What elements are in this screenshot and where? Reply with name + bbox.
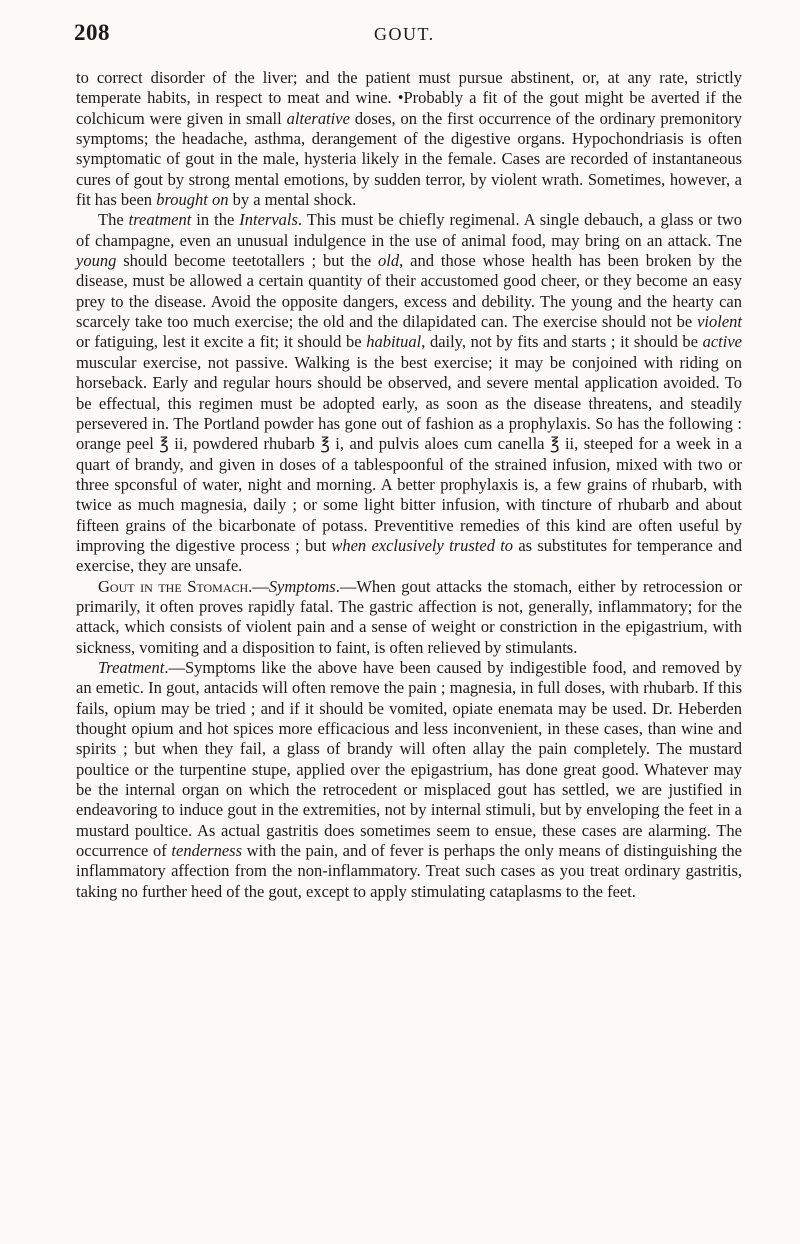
text-run: , and those whose health has been broken by the disease, must be allowed a certain quantity of their accustomed good cheer, or they become an easy prey to the disease. Avoid the opposite dangers, excess and debility. The young and the hearty can scarcely take too much exercise; the old and the dilapidated can. The exercise should not be bbox=[76, 251, 742, 332]
text-run: .—Symptoms like the above have been caused by indigestible food, and removed by an emetic. In gout, antacids will often remove the pain ; magnesia, in full doses, with rhubarb. If this fails, opium may be tried ; and if it should be vomited, opiate enemata may be used. Dr. Heberden thought opium and hot spices more efficacious and less inconvenient, in these cases, than wine and spirits ; but when they fail, a glass of brandy will often allay the pain completely. The mustard poultice or the turpentine stupe, applied over the epigastrium, has done great good. Whatever may be the internal organ on which the retrocedent or misplaced gout has settled, we are justified in endeavoring to induce gout in the extremities, not by internal stimuli, but by enveloping the feet in a mustard poultice. As actual gastritis does sometimes seem to ensue, these cases are alarming. The occurrence of bbox=[76, 657, 742, 861]
italic-phrase: alterative bbox=[286, 108, 350, 128]
italic-phrase: Symptoms bbox=[268, 576, 336, 596]
text-run: , daily, not by fits and starts ; it should be bbox=[421, 332, 703, 352]
italic-phrase: Intervals bbox=[239, 210, 298, 230]
italic-phrase: treatment bbox=[128, 210, 192, 230]
paragraph-gout-in-stomach bbox=[76, 577, 742, 658]
italic-phrase: violent bbox=[697, 312, 742, 332]
text-run: .— bbox=[248, 576, 269, 596]
italic-phrase: old bbox=[378, 251, 400, 271]
italic-phrase: habitual bbox=[366, 332, 422, 352]
italic-phrase: tenderness bbox=[171, 841, 242, 861]
section-heading: Gout in the Stomach bbox=[98, 576, 249, 596]
running-head bbox=[74, 20, 740, 46]
body-text bbox=[76, 68, 742, 902]
text-run: or fatiguing, lest it excite a fit; it should be bbox=[76, 332, 367, 352]
text-run: muscular exercise, not passive. Walking is the best exercise; it may be conjoined with riding on horseback. Early and regular hours should be observed, and severe mental application avoided. To be effectual, this regimen must be adopted early, as soon as the disease threatens, and steadily persevered in. The Portland powder has gone out of fashion as a prophylaxis. So has the following : orange peel ℥ ii, powdered rhubarb ℥ i, and pulvis aloes cum canella ℥ ii, steeped for a week in a quart of brandy, and given in doses of a tablespoonful of the strained infusion, mixed with two or three spconsful of water, night and morning. A better prophylaxis is, a few grains of rhubarb, with twice as much magnesia, daily ; or some light bitter infusion, with tincture of rhubarb and about fifteen grains of the bicarbonate of potass. Preventitive remedies of this kind are often useful by improving the digestive process ; but bbox=[76, 352, 742, 555]
italic-phrase: Treatment bbox=[98, 657, 165, 677]
text-run: .—When gout attacks the stomach, either by retrocession or primarily, it often proves rapidly fatal. The gastric affection is not, generally, inflammatory; for the attack, which consists of violent pain and a sense of weight or constriction in the epigastrium, with sickness, vomiting and a disposition to faint, is often relieved by stimulants. bbox=[76, 576, 742, 657]
text-run: as substitutes for temperance and exercise, they are unsafe. bbox=[76, 535, 742, 576]
italic-phrase: active bbox=[702, 332, 742, 352]
text-run: doses, on the first occurrence of the ordinary premonitory symptoms; the headache, asthma, derangement of the digestive organs. Hypochondriasis is often symptomatic of gout in the male, hysteria likely in the female. Cases are recorded of instantaneous cures of gout by strong mental emotions, by sudden terror, by violent wrath. Sometimes, however, a fit has been bbox=[76, 108, 743, 210]
italic-phrase: brought on bbox=[156, 190, 229, 210]
text-run: The bbox=[98, 210, 129, 230]
text-run: to correct disorder of the liver; and the patient must pursue abstinent, or, at any rate, strictly temperate habits, in respect to meat and wine. •Probably a fit of the gout might be averted if the colchicum were given in small bbox=[76, 68, 742, 128]
italic-phrase: when exclusively trusted to bbox=[331, 535, 514, 555]
text-run: should become teetotallers ; but the bbox=[116, 251, 379, 271]
text-run: in the bbox=[191, 210, 240, 230]
running-title: GOUT. bbox=[374, 24, 435, 44]
paragraph-continuation bbox=[76, 68, 742, 210]
italic-phrase: young bbox=[76, 251, 117, 271]
paragraph-treatment-intervals bbox=[76, 210, 742, 576]
text-run: with the pain, and of fever is perhaps the only means of distinguishing the inflammatory affection from the non-inflammatory. Treat such cases as you treat ordinary gastritis, taking no further heed of the gout, except to apply stimulating cataplasms to the feet. bbox=[76, 841, 743, 901]
text-run: . This must be chiefly regimenal. A single debauch, a glass or two of champagne, even an unusual indulgence in the use of animal food, may bring on an attack. Tne bbox=[76, 210, 743, 250]
paragraph-stomach-treatment bbox=[76, 658, 742, 902]
text-run: by a mental shock. bbox=[228, 190, 357, 210]
page-number: 208 bbox=[74, 20, 110, 45]
